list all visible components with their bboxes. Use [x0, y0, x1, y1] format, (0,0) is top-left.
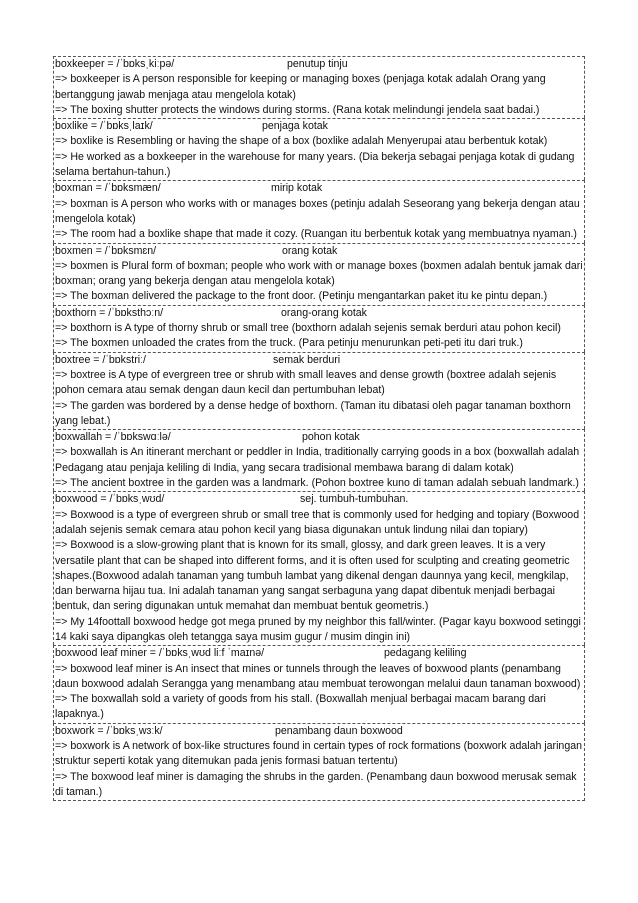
document-page [53, 56, 585, 801]
entry-heading [55, 724, 583, 739]
dictionary-entry [53, 491, 585, 645]
definition-text: => Boxwood is a type of evergreen shrub or small tree that is commonly used for hedging and topiary (Boxwood adalah sejenis semak cemara atau pohon kecil yang biasa digunakan untuk lindung nilai dan topiary) [55, 508, 580, 536]
example-sentence: => The boxman delivered the package to the front door. (Petinju mengantarkan paket itu ke pintu depan.) [55, 290, 548, 303]
headword: boxkeeper = /ˈbɒksˌkiːpə/ [55, 58, 175, 70]
translation: penutup tinju [287, 58, 348, 70]
headword: boxtree = /ˈbɒkstriː/ [55, 353, 146, 366]
definition-text: => boxmen is Plural form of boxman; people who work with or manage boxes (boxmen adalah bentuk jamak dari boxman; orang yang bekerja dengan atau mengelola kotak) [55, 259, 583, 288]
entry-heading [55, 57, 583, 72]
example-sentence: => The boxing shutter protects the windows during storms. (Rana kotak melindungi jendela saat badai.) [55, 103, 540, 116]
example-sentence: => The boxwood leaf miner is damaging the shrubs in the garden. (Penambang daun boxwood merusak semak di taman.) [55, 770, 577, 798]
example-sentence: => The ancient boxtree in the garden was a landmark. (Pohon boxtree kuno di taman adalah sebuah landmark.) [55, 477, 579, 490]
example-sentence: => The boxmen unloaded the crates from the truck. (Para petinju menurunkan peti-peti itu dari truk.) [55, 337, 523, 350]
dictionary-entry [53, 305, 585, 352]
headword: boxthorn = /ˈbɒksthɔːn/ [55, 306, 164, 319]
headword: boxwood = /ˈbɒksˌwʊd/ [55, 493, 165, 506]
definition-text: => boxthorn is A type of thorny shrub or small tree (boxthorn adalah sejenis semak berduri atau pohon kecil) [55, 322, 561, 335]
dictionary-entry [53, 645, 585, 722]
entry-heading [55, 119, 583, 134]
definition-text: => boxkeeper is A person responsible for keeping or managing boxes (penjaga kotak adalah Orang yang bertanggung jawab menjaga atau mengelola kotak) [55, 73, 546, 101]
example-sentence: => He worked as a boxkeeper in the warehouse for many years. (Dia bekerja sebagai penjaga kotak di gudang selama bertahun-tahun.) [55, 150, 575, 179]
entry-heading [55, 492, 583, 507]
headword: boxwallah = /ˈbɒkswɑːlə/ [55, 431, 171, 444]
entry-heading [55, 306, 583, 321]
translation: penambang daun boxwood [275, 724, 403, 737]
headword: boxwork = /ˈbɒksˌwɜːk/ [55, 724, 163, 737]
translation: pohon kotak [302, 431, 360, 444]
entry-heading [55, 646, 583, 661]
definition-text: => boxwallah is An itinerant merchant or peddler in India, traditionally carrying goods in a box (boxwallah adalah Pedagang atau penjaja keliling di India, yang secara tradisional membawa barang di dalam kotak) [55, 446, 580, 474]
example-sentence: => The garden was bordered by a dense hedge of boxthorn. (Taman itu dibatasi oleh pagar tanaman boxthorn yang lebat.) [55, 399, 571, 427]
definition-text: => boxlike is Resembling or having the shape of a box (boxlike adalah Menyerupai atau berbentuk kotak) [55, 135, 548, 148]
headword: boxwood leaf miner = /ˈbɒksˌwʊd liːf ˈmaɪnə/ [55, 647, 265, 660]
definition-text: => boxwood leaf miner is An insect that mines or tunnels through the leaves of boxwood plants (penambang daun boxwood adalah Serangga yang menambang atau membuat terowongan melalui daun tanaman boxwood) [55, 662, 581, 690]
headword: boxmen = /ˈbɒksmɛn/ [55, 244, 157, 257]
translation: sej. tumbuh-tumbuhan. [300, 493, 409, 506]
dictionary-entry [53, 429, 585, 491]
translation: mirip kotak [271, 182, 323, 195]
headword: boxlike = /ˈbɒksˌlaɪk/ [55, 120, 153, 133]
translation: semak berduri [273, 353, 341, 366]
dictionary-entry [53, 352, 585, 429]
translation: pedagang keliling [384, 647, 467, 660]
example-sentence: => The boxwallah sold a variety of goods from his stall. (Boxwallah menjual berbagai macam barang dari lapaknya.) [55, 693, 546, 721]
dictionary-entry [53, 118, 585, 180]
dictionary-entry [53, 243, 585, 305]
example-sentence: => The room had a boxlike shape that made it cozy. (Ruangan itu berbentuk kotak yang membuatnya nyaman.) [55, 228, 577, 241]
entry-heading [55, 430, 583, 445]
translation: orang kotak [282, 244, 338, 257]
entry-heading [55, 181, 583, 196]
dictionary-entry [53, 56, 585, 118]
definition-text: => boxwork is A network of box-like structures found in certain types of rock formations (boxwork adalah jaringan struktur seperti kotak yang ditemukan pada jenis formasi batuan tertentu) [55, 740, 583, 768]
dictionary-entry [53, 180, 585, 242]
definition-text: => boxtree is A type of evergreen tree or shrub with small leaves and dense growth (boxtree adalah sejenis pohon cemara atau semak dengan daun kecil dan pertumbuhan lebat) [55, 368, 557, 397]
translation: orang-orang kotak [281, 306, 367, 319]
definition-text: => boxman is A person who works with or manages boxes (petinju adalah Seseorang yang bekerja dengan atau mengelola kotak) [55, 197, 580, 225]
translation: penjaga kotak [262, 120, 328, 133]
entry-heading [55, 244, 583, 259]
example-sentence: => My 14foottall boxwood hedge got mega pruned by my neighbor this fall/winter. (Pagar kayu boxwood setinggi 14 kaki saya dipangkas oleh tetangga saya musim gugur / musim dingin ini) [55, 615, 581, 643]
headword: boxman = /ˈbɒksmæn/ [55, 182, 161, 195]
definition-text: => Boxwood is a slow-growing plant that is known for its small, glossy, and dark green leaves. It is a very versatile plant that can be shaped into different forms, and it is often used for sculpting and creating geometric shapes.(Boxwood adalah tanaman yang tumbuh lambat yang dikenal dengan daunnya yang kecil, mengkilap, dan berwarna hijau tua. Ini adalah tanaman yang sangat serbaguna yang dapat dibentuk menjadi berbagai bentuk, dan sering digunakan untuk memahat dan membuat bentuk geometris.) [55, 539, 570, 613]
dictionary-entry [53, 723, 585, 801]
entry-heading [55, 353, 583, 368]
